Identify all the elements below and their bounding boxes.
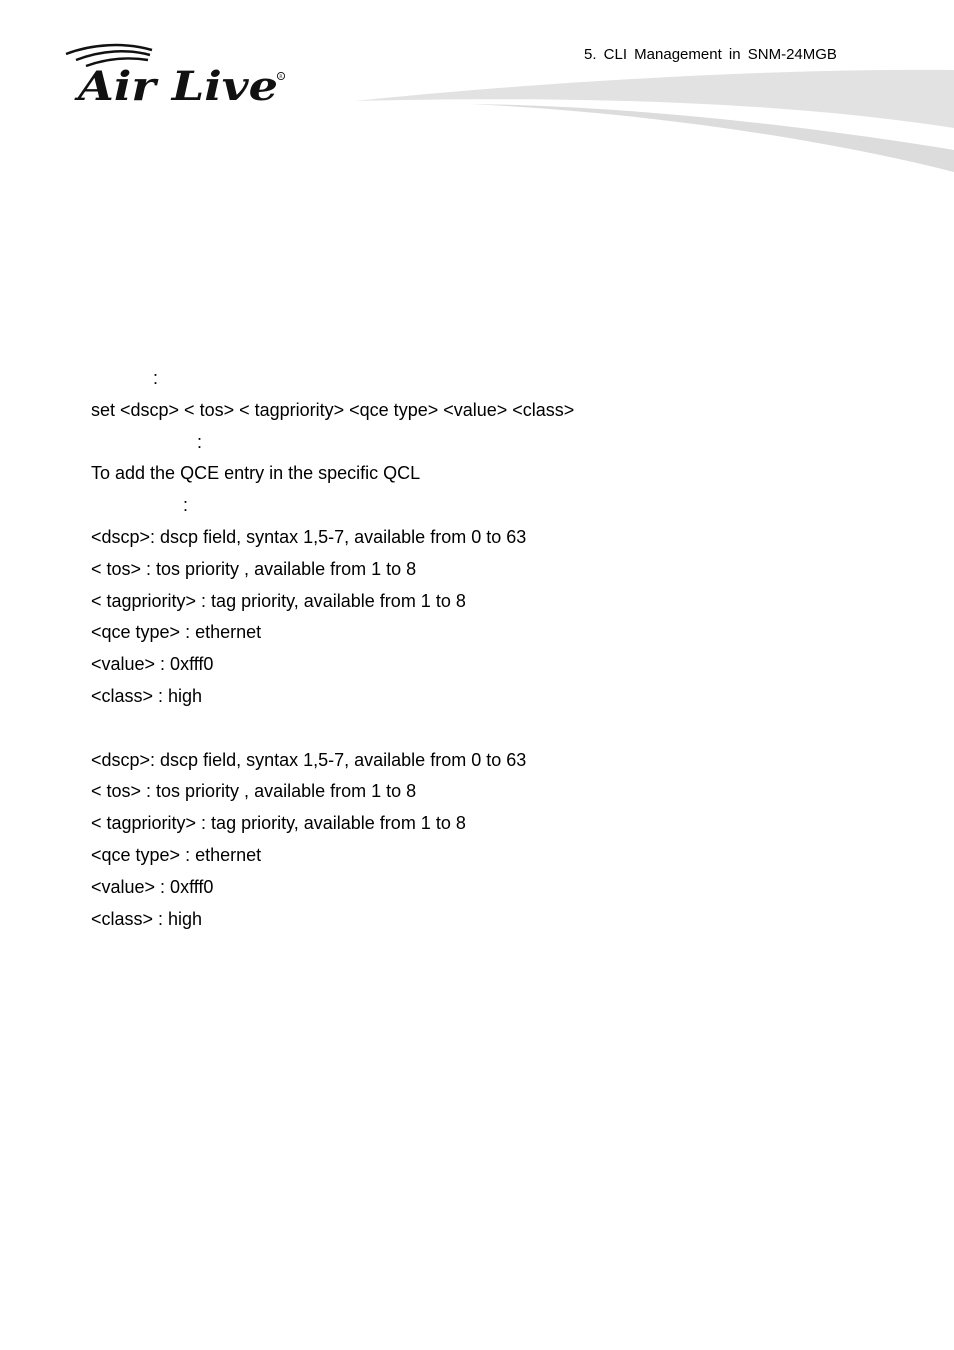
svg-text:Air Live: Air Live [73, 63, 279, 108]
blank-spacer [91, 713, 891, 745]
argument-qce-type: <qce type> : ethernet [91, 622, 262, 643]
command-syntax: set <dscp> < tos> < tagpriority> <qce type> <value> <class> [91, 399, 575, 420]
example-tos: < tos> : tos priority , available from 1 to 8 [91, 781, 417, 802]
command-reference [91, 363, 891, 935]
syntax-label-row [91, 363, 891, 395]
example-class: <class> : high [91, 908, 203, 929]
command-description: To add the QCE entry in the specific QCL [91, 463, 421, 484]
argument-value: <value> : 0xfff0 [91, 654, 214, 675]
chapter-header: 5. CLI Management in SNM-24MGB [584, 46, 837, 63]
argument-class: <class> : high [91, 685, 203, 706]
example-dscp: <dscp>: dscp field, syntax 1,5-7, available from 0 to 63 [91, 749, 527, 770]
argument-tagpriority: < tagpriority> : tag priority, available from 1 to 8 [91, 590, 466, 611]
argument-colon: : [183, 495, 189, 516]
argument-label-row [91, 490, 891, 522]
example-tagpriority: < tagpriority> : tag priority, available from 1 to 8 [91, 813, 466, 834]
example-qce-type: <qce type> : ethernet [91, 844, 262, 865]
example-value: <value> : 0xfff0 [91, 876, 214, 897]
syntax-colon: : [153, 368, 159, 388]
airlive-logo [62, 40, 292, 108]
svg-text:R: R [279, 74, 283, 80]
description-colon: : [197, 431, 203, 452]
argument-tos: < tos> : tos priority , available from 1 to 8 [91, 558, 417, 579]
description-label-row [91, 427, 891, 459]
argument-dscp: <dscp>: dscp field, syntax 1,5-7, available from 0 to 63 [91, 526, 527, 547]
